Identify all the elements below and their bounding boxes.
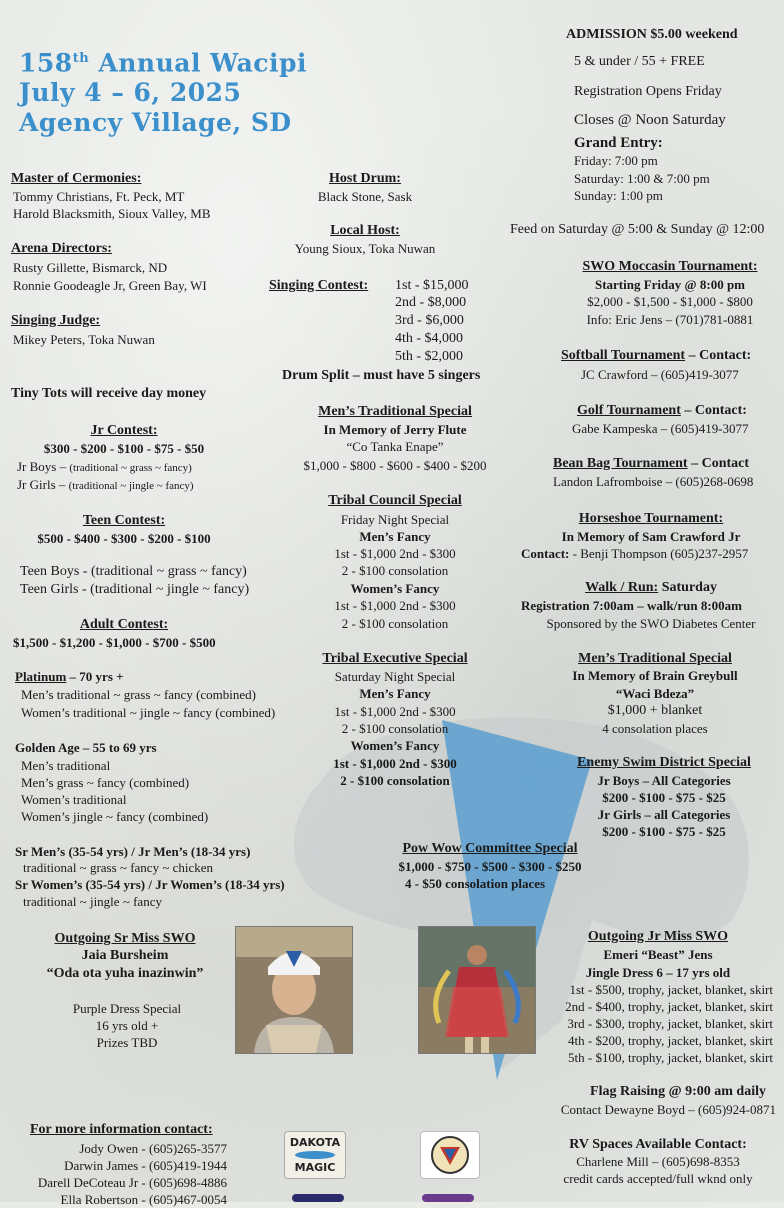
teen-girls: Teen Girls - (traditional ~ jingle ~ fancy) [20,582,250,597]
sr-women-1: traditional ~ jingle ~ fancy [23,894,162,909]
tribal-council-6: 1st - $1,000 2nd - $300 [334,598,456,613]
local-host-1: Young Sioux, Toka Nuwan [294,241,436,256]
grand-entry-friday: Friday: 7:00 pm [574,153,658,168]
host-drum-1: Black Stone, Sask [317,189,413,204]
tribal-council-7: 2 - $100 consolation [341,616,449,631]
contact-row: Darwin James - (605)419-1944 [64,1158,227,1173]
mens-trad-special2-1: In Memory of Brain Greybull [572,668,738,683]
jr-miss-prize-3: 3rd - $300, trophy, jacket, blanket, skirt [567,1016,773,1031]
sr-miss-heading: Outgoing Sr Miss SWO [54,931,196,946]
admission-free: 5 & under / 55 + FREE [574,54,705,69]
mens-trad-special2-4: 4 consolation places [602,721,708,736]
tribal-council-heading: Tribal Council Special [328,493,462,508]
singing-prize-4: 4th - $4,000 [395,331,464,346]
rv-contact: Charlene Mill – (605)698-8353 [576,1154,740,1169]
golden-age-1: Men’s traditional [21,758,111,773]
contact-row: Ella Robertson - (605)467-0054 [60,1192,227,1207]
teen-boys: Teen Boys - (traditional ~ grass ~ fancy) [20,564,247,579]
jr-miss-prize-2: 2nd - $400, trophy, jacket, blanket, skirt [565,999,773,1014]
sr-miss-3: Prizes TBD [96,1035,158,1050]
golden-age-4: Women’s jingle ~ fancy (combined) [21,809,209,824]
mens-trad-special-1: In Memory of Jerry Flute [323,422,467,437]
partner-logo-1 [292,1194,344,1202]
event-title: 158th Annual Wacipi July 4 – 6, 2025 Agency Village, SD [19,48,307,138]
mc-heading: Master of Cermonies: [11,171,142,186]
mens-trad-special-2: “Co Tanka Enape” [346,439,444,454]
sr-miss-quote: “Oda ota yuha inazinwin” [46,966,204,981]
teen-contest-heading: Teen Contest: [82,513,166,528]
jr-miss-prize-5: 5th - $100, trophy, jacket, blanket, skirt [568,1050,773,1065]
jr-miss-prize-1: 1st - $500, trophy, jacket, blanket, skirt [569,982,773,997]
sr-women-heading: Sr Women’s (35-54 yrs) / Jr Women’s (18-34 yrs) [15,877,285,892]
tribal-exec-6: 1st - $1,000 2nd - $300 [333,756,457,771]
moccasin-3: Info: Eric Jens – (701)781-0881 [586,312,754,327]
softball-heading: Softball Tournament – Contact: [561,348,752,363]
drum-split: Drum Split – must have 5 singers [282,368,481,383]
pow-wow-committee-heading: Pow Wow Committee Special [402,841,578,856]
registration-opens: Registration Opens Friday [574,84,722,99]
enemy-swim-4: $200 - $100 - $75 - $25 [602,824,726,839]
platinum-1: Men’s traditional ~ grass ~ fancy (combined) [21,687,257,702]
tribal-exec-7: 2 - $100 consolation [340,773,450,788]
feed-times: Feed on Saturday @ 5:00 & Sunday @ 12:00 [510,222,765,237]
bean-bag-contact: Landon Lafromboise – (605)268-0698 [553,474,754,489]
registration-closes: Closes @ Noon Saturday [574,112,726,128]
tiny-tots: Tiny Tots will receive day money [11,386,207,401]
jr-miss-name: Emeri “Beast” Jens [603,947,713,962]
jr-contest-heading: Jr Contest: [90,423,158,438]
host-drum-heading: Host Drum: [329,171,401,186]
jr-miss-photo [418,926,536,1054]
sr-miss-1: Purple Dress Special [72,1001,182,1016]
dakota-magic-logo: DAKOTA MAGIC [284,1131,346,1179]
mc-2: Harold Blacksmith, Sioux Valley, MB [13,206,211,221]
singing-prize-3: 3rd - $6,000 [395,313,464,328]
sr-men-heading: Sr Men’s (35-54 yrs) / Jr Men’s (18-34 yrs) [15,844,251,859]
admission-heading: ADMISSION $5.00 weekend [566,27,738,42]
jr-miss-heading: Outgoing Jr Miss SWO [587,929,729,944]
pow-wow-committee-1: $1,000 - $750 - $500 - $300 - $250 [398,859,582,874]
arena-1: Rusty Gillette, Bismarck, ND [13,260,168,275]
tribal-exec-2: Men’s Fancy [359,686,431,701]
adult-contest-prizes: $1,500 - $1,200 - $1,000 - $700 - $500 [13,635,216,650]
tribal-council-2: Men’s Fancy [359,529,431,544]
tribal-exec-1: Saturday Night Special [334,669,456,684]
local-host-heading: Local Host: [330,223,400,238]
golden-age-3: Women’s traditional [21,792,127,807]
tribal-exec-5: Women’s Fancy [350,738,440,753]
sr-miss-name: Jaia Bursheim [81,948,169,963]
golf-heading: Golf Tournament – Contact: [577,403,747,418]
sr-miss-photo [235,926,353,1054]
mens-trad-special-heading: Men’s Traditional Special [318,404,472,419]
mens-trad-special2-heading: Men’s Traditional Special [578,651,732,666]
singing-prize-5: 5th - $2,000 [395,349,464,364]
arena-heading: Arena Directors: [11,241,112,256]
mens-trad-special2-3: $1,000 + blanket [607,703,703,718]
tribal-seal-logo [420,1131,480,1179]
jr-miss-prize-4: 4th - $200, trophy, jacket, blanket, skirt [568,1033,773,1048]
moccasin-heading: SWO Moccasin Tournament: [582,259,758,274]
sr-miss-2: 16 yrs old + [95,1018,159,1033]
mens-trad-special-3: $1,000 - $800 - $600 - $400 - $200 [303,458,487,473]
tribal-exec-heading: Tribal Executive Special [322,651,468,666]
rv-note: credit cards accepted/full wknd only [563,1171,753,1186]
singing-prize-2: 2nd - $8,000 [395,295,467,310]
tribal-exec-4: 2 - $100 consolation [341,721,449,736]
platinum-2: Women’s traditional ~ jingle ~ fancy (combined) [21,705,276,720]
tribal-council-3: 1st - $1,000 2nd - $300 [334,546,456,561]
tribal-exec-3: 1st - $1,000 2nd - $300 [334,704,456,719]
grand-entry-sunday: Sunday: 1:00 pm [574,188,663,203]
enemy-swim-heading: Enemy Swim District Special [577,755,751,770]
judge-heading: Singing Judge: [11,313,101,328]
singing-prize-1: 1st - $15,000 [395,278,469,293]
judge-1: Mikey Peters, Toka Nuwan [13,332,155,347]
contact-row: Darell DeCoteau Jr - (605)698-4886 [37,1175,227,1190]
walk-run-2: Sponsored by the SWO Diabetes Center [546,616,756,631]
singing-contest-heading: Singing Contest: [269,278,369,293]
grand-entry-saturday: Saturday: 1:00 & 7:00 pm [574,171,710,186]
tribal-council-5: Women’s Fancy [350,581,440,596]
contacts-heading: For more information contact: [30,1122,213,1137]
golden-age-heading: Golden Age – 55 to 69 yrs [15,740,157,755]
golf-contact: Gabe Kampeska – (605)419-3077 [572,421,749,436]
enemy-swim-3: Jr Girls – all Categories [597,807,731,822]
golden-age-2: Men’s grass ~ fancy (combined) [21,775,190,790]
platinum-heading: Platinum – 70 yrs + [15,669,124,684]
partner-logo-2 [422,1194,474,1202]
mens-trad-special2-2: “Waci Bdeza” [615,686,695,701]
jr-contest-prizes: $300 - $200 - $100 - $75 - $50 [43,441,205,456]
horseshoe-2: Contact: - Benji Thompson (605)237-2957 [521,546,749,561]
walk-run-1: Registration 7:00am – walk/run 8:00am [521,598,742,613]
horseshoe-1: In Memory of Sam Crawford Jr [561,529,741,544]
sr-men-1: traditional ~ grass ~ fancy ~ chicken [23,860,214,875]
moccasin-2: $2,000 - $1,500 - $1,000 - $800 [587,294,753,309]
grand-entry-heading: Grand Entry: [574,135,663,151]
teen-contest-prizes: $500 - $400 - $300 - $200 - $100 [37,531,211,546]
jr-girls: Jr Girls – (traditional ~ jingle ~ fancy) [17,477,194,492]
contact-row: Jody Owen - (605)265-3577 [79,1141,227,1156]
flag-raising: Flag Raising @ 9:00 am daily [590,1084,766,1099]
adult-contest-heading: Adult Contest: [79,617,169,632]
tribal-council-1: Friday Night Special [340,512,450,527]
mc-1: Tommy Christians, Ft. Peck, MT [13,189,185,204]
walk-run-heading: Walk / Run: Saturday [585,580,717,595]
horseshoe-heading: Horseshoe Tournament: [578,511,724,526]
arena-2: Ronnie Goodeagle Jr, Green Bay, WI [13,278,207,293]
softball-contact: JC Crawford – (605)419-3077 [581,367,739,382]
flag-contact: Contact Dewayne Boyd – (605)924-0871 [560,1102,776,1117]
enemy-swim-1: Jr Boys – All Categories [597,773,731,788]
rv-heading: RV Spaces Available Contact: [569,1137,747,1152]
enemy-swim-2: $200 - $100 - $75 - $25 [602,790,726,805]
bean-bag-heading: Bean Bag Tournament – Contact [553,456,750,471]
jr-boys: Jr Boys – (traditional ~ grass ~ fancy) [17,459,192,474]
tribal-council-4: 2 - $100 consolation [341,563,449,578]
moccasin-1: Starting Friday @ 8:00 pm [594,277,746,292]
pow-wow-committee-2: 4 - $50 consolation places [405,876,546,891]
jr-miss-1: Jingle Dress 6 – 17 yrs old [585,965,731,980]
